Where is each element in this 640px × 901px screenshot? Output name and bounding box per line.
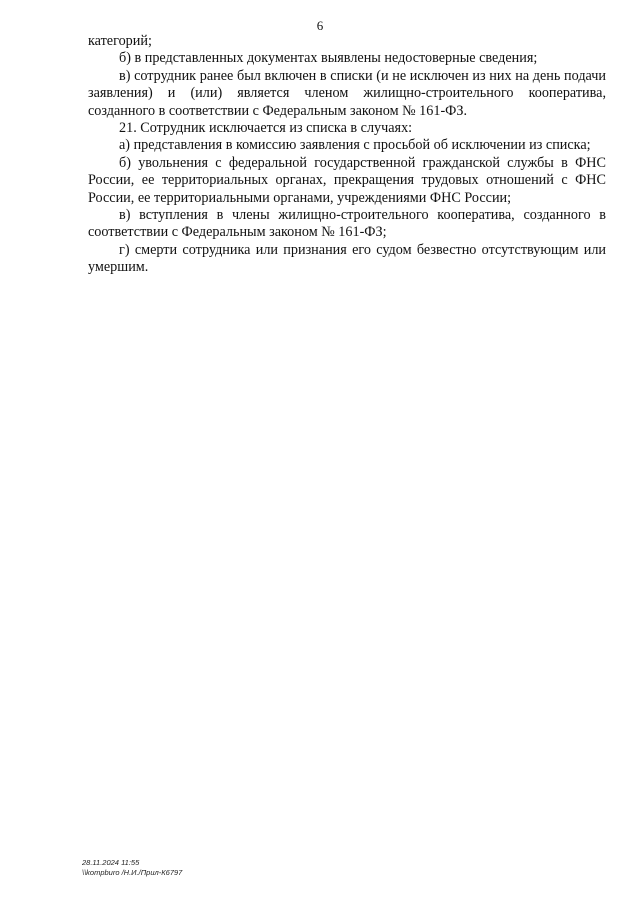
paragraph-clause-21-item-b: б) увольнения с федеральной государственной гражданской службы в ФНС России, ее территориальных органах, прекращения трудовых отношений с ФНС России, ее территориальными органами, учреждениями ФНС России; xyxy=(88,154,606,206)
paragraph-clause-21-item-g: г) смерти сотрудника или признания его судом безвестно отсутствующим или умершим. xyxy=(88,241,606,276)
paragraph-clause-21-item-a: а) представления в комиссию заявления с просьбой об исключении из списка; xyxy=(119,137,591,154)
document-body xyxy=(88,33,606,277)
paragraph-clause-21: 21. Сотрудник исключается из списка в случаях: xyxy=(119,120,413,137)
document-footer xyxy=(82,858,182,878)
paragraph-item-b: б) в представленных документах выявлены недостоверные сведения; xyxy=(119,50,538,67)
page-number: 6 xyxy=(316,18,324,33)
footer-file-path: \\kompburo /Н.И./Прил-К6797 xyxy=(82,868,183,877)
paragraph-continuation: категорий; xyxy=(88,33,152,49)
footer-timestamp: 28.11.2024 11:55 xyxy=(82,858,140,867)
paragraph-item-v: в) сотрудник ранее был включен в списки (и не исключен из них на день подачи заявления) и (или) является членом жилищно-строительного кооператива, созданного в соответствии с Федеральным законом № 161-ФЗ. xyxy=(88,67,606,119)
paragraph-clause-21-item-v: в) вступления в члены жилищно-строительного кооператива, созданного в соответствии с Федеральным законом № 161-ФЗ; xyxy=(88,207,606,241)
